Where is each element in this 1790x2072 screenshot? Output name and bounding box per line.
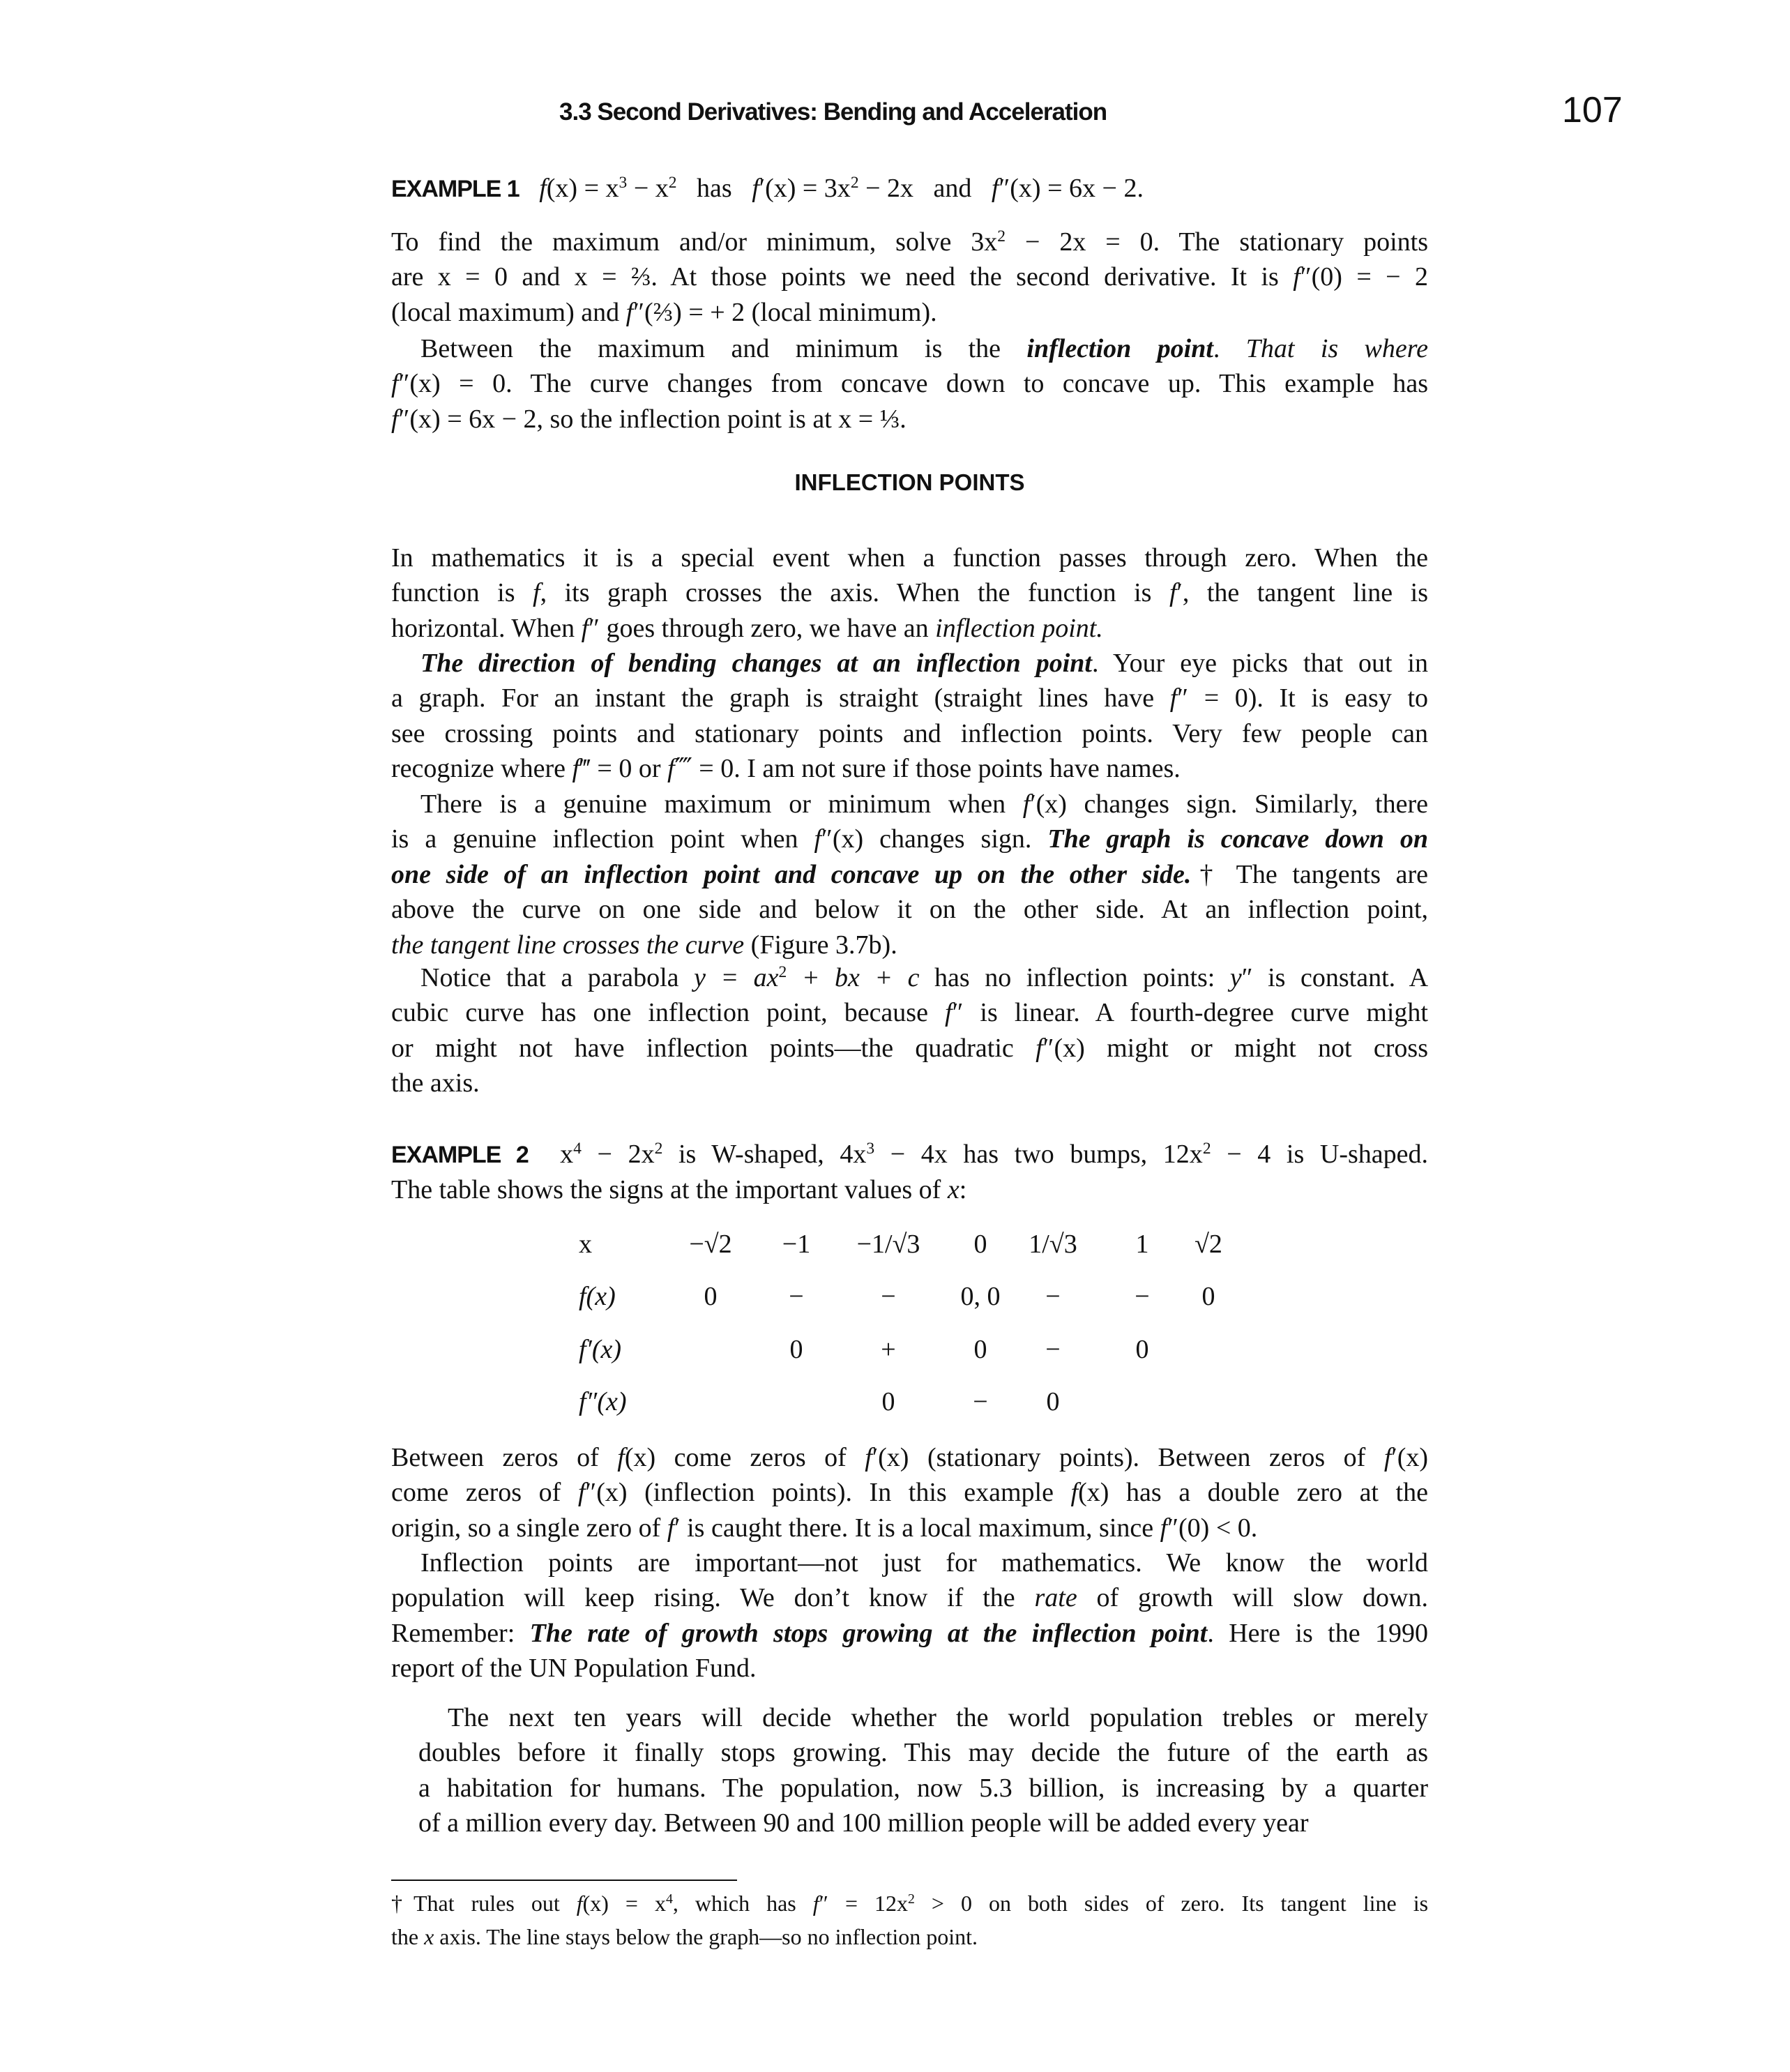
text-line [391, 611, 1428, 646]
text-run: ″(x) = 0. The curve changes from concave down to concave up. This example has [398, 369, 1428, 399]
emphasis-run: f [667, 1513, 675, 1543]
emphasis-run: f [533, 578, 540, 608]
emphasis-run: f [1036, 1033, 1043, 1063]
emphasis-run: the tangent line crosses the curve [391, 930, 745, 960]
text-run: − 4 is U-shaped. [1211, 1140, 1428, 1169]
table-column-header: 0 [973, 1230, 987, 1259]
emphasis-run: y = ax [694, 963, 779, 992]
text-line [391, 225, 1428, 259]
text-run: − 2x = 0. The stationary points [1006, 227, 1428, 257]
superscript: 4 [665, 1891, 673, 1907]
text-line [391, 366, 1428, 401]
text-run: † The tangents are [1191, 859, 1429, 889]
emphasis-run: rate [1034, 1583, 1077, 1613]
emphasis-run: f [581, 613, 589, 643]
text-run: population will keep rising. We don’t know if the [391, 1583, 1035, 1613]
table-column-header: 1/√3 [1029, 1230, 1077, 1259]
text-line [391, 1475, 1428, 1510]
text-run: ‴ = 0 or [579, 754, 667, 784]
example-1 [391, 171, 1428, 206]
example-label: EXAMPLE 1 [391, 176, 519, 202]
text-line [391, 295, 1428, 330]
emphasis-run: x [424, 1924, 434, 1949]
emphasis-run: The rate of growth stops growing at the inflection point [529, 1618, 1208, 1648]
text-run: (x) = x [582, 1891, 666, 1916]
text-run: − 2x and [858, 174, 992, 203]
text-run: ′(x) changes sign. Similarly, there [1030, 789, 1429, 819]
superscript: 4 [573, 1140, 582, 1158]
table-column-header: √2 [1194, 1230, 1222, 1259]
emphasis-run: f [752, 174, 759, 203]
text-line [391, 1545, 1428, 1580]
page-number: 107 [1562, 90, 1623, 130]
table-cell: − [1045, 1282, 1061, 1311]
table-cell: 0 [1135, 1335, 1149, 1364]
emphasis-run: f [1070, 1478, 1079, 1508]
text-line [391, 857, 1428, 892]
superscript: 3 [866, 1140, 875, 1158]
emphasis-run: f [814, 824, 822, 854]
text-run: doubles before it finally stops growing. This may decide the future of the earth as [418, 1738, 1428, 1768]
table-cell: − [973, 1387, 988, 1416]
text-run: a graph. For an instant the graph is straight (straight lines have [391, 683, 1170, 713]
emphasis-run: f [945, 998, 953, 1028]
text-line [391, 259, 1428, 294]
emphasis-run: f [391, 369, 399, 399]
text-run: ′(x) (stationary points). Between zeros of [872, 1443, 1384, 1472]
text-line [418, 1700, 1428, 1735]
emphasis-run: f [391, 404, 399, 434]
text-run: (x) come zeros of [624, 1443, 865, 1472]
emphasis-run: The direction of bending changes at an inflection point [420, 649, 1092, 678]
table-row-label: x [579, 1230, 592, 1259]
text-line [391, 1886, 1428, 1920]
table-cell: 0 [881, 1387, 895, 1416]
text-run: or might not have inflection points—the quadratic [391, 1033, 1036, 1063]
text-line [391, 1031, 1428, 1066]
text-line [391, 1440, 1428, 1475]
text-run: ″ is constant. A [1241, 963, 1429, 992]
text-line [391, 331, 1428, 366]
emphasis-run: The graph is concave down on [1047, 824, 1428, 854]
text-run: horizontal. When [391, 613, 582, 643]
text-run: ″(x) might or might not cross [1042, 1033, 1428, 1063]
text-line [391, 751, 1428, 786]
text-run: The table shows the signs at the important values of [391, 1175, 948, 1205]
emphasis-run: f [577, 1478, 586, 1508]
text-run: has [676, 174, 752, 203]
emphasis-run: f [617, 1443, 625, 1472]
table-cell: − [881, 1282, 896, 1311]
paragraph-population [391, 1545, 1428, 1686]
paragraph-inflection-intro [391, 331, 1428, 437]
text-run: axis. The line stays below the graph—so no inflection point. [434, 1924, 978, 1949]
text-run: †That rules out [391, 1891, 577, 1916]
running-head: 3.3 Second Derivatives: Bending and Acceleration [559, 98, 1107, 126]
text-run: are x = 0 and x = ⅔. At those points we need the second derivative. It is [391, 262, 1294, 292]
emphasis-run: f [812, 1891, 819, 1916]
text-run: ′ is caught there. It is a local maximum, since [674, 1513, 1160, 1543]
text-run: origin, so a single zero of [391, 1513, 667, 1543]
text-line [391, 995, 1428, 1030]
text-run: In mathematics it is a special event when a function passes through zero. When the [391, 543, 1428, 573]
emphasis-run: f [1169, 578, 1177, 608]
text-run: a habitation for humans. The population, now 5.3 billion, is increasing by a quarter [418, 1773, 1428, 1803]
table-cell: 0 [789, 1335, 803, 1364]
table-cell: − [789, 1282, 804, 1311]
table-row-label: f′(x) [579, 1335, 622, 1364]
footnote-divider [391, 1880, 737, 1881]
table-column-header: −1/√3 [856, 1230, 920, 1259]
text-run: of growth will slow down. [1077, 1583, 1428, 1613]
table-column-header: −√2 [689, 1230, 732, 1259]
text-run: cubic curve has one inflection point, because [391, 998, 945, 1028]
table-cell: 0 [1046, 1387, 1060, 1416]
text-run: recognize where [391, 754, 572, 784]
text-run: ″(x) = 6x − 2. [999, 174, 1144, 203]
text-run: Inflection points are important—not just for mathematics. We know the world [420, 1548, 1428, 1578]
emphasis-run: That is where [1245, 334, 1429, 363]
example-2 [391, 1137, 1428, 1208]
text-line [391, 1172, 1428, 1207]
text-run: x [528, 1140, 574, 1169]
emphasis-run: x [947, 1175, 960, 1205]
emphasis-run: inflection point. [935, 613, 1103, 643]
superscript: 2 [778, 963, 787, 982]
text-run: The next ten years will decide whether the world population trebles or merely [448, 1703, 1428, 1732]
paragraph-zeros [391, 1440, 1428, 1545]
text-run: − x [627, 174, 669, 203]
emphasis-run: f [991, 174, 999, 203]
superscript: 2 [668, 174, 677, 192]
text-line [391, 1511, 1428, 1545]
table-column-header: 1 [1135, 1230, 1149, 1259]
text-run: . [1213, 334, 1246, 363]
table-column-header: −1 [782, 1230, 811, 1259]
text-run: ″(x) = 6x − 2, so the inflection point is at x = ⅓. [398, 404, 907, 434]
text-line [391, 681, 1428, 716]
text-line [391, 928, 1428, 962]
superscript: 2 [997, 227, 1006, 246]
emphasis-run: f [625, 297, 634, 327]
text-line [391, 171, 1428, 206]
paragraph-zero-crossing [391, 540, 1428, 646]
text-run: ″(x) changes sign. [821, 824, 1048, 854]
text-line [391, 1616, 1428, 1651]
text-line [418, 1806, 1428, 1840]
text-run: (x) = x [546, 174, 619, 203]
text-run: : [959, 1175, 967, 1205]
text-line [391, 960, 1428, 995]
table-cell: − [1135, 1282, 1150, 1311]
emphasis-run: f [1022, 789, 1031, 819]
table-row-label: f″(x) [579, 1387, 627, 1416]
superscript: 3 [619, 174, 628, 192]
emphasis-run: f [667, 754, 675, 784]
text-run: is W-shaped, 4x [662, 1140, 867, 1169]
table-cell: 0 [1201, 1282, 1215, 1311]
text-line [391, 575, 1428, 610]
text-run: − 2x [581, 1140, 655, 1169]
text-line [391, 822, 1428, 856]
text-line [391, 646, 1428, 681]
text-run: ″ is linear. A fourth-degree curve might [952, 998, 1428, 1028]
text-run: ′(x) = 3x [759, 174, 851, 203]
paragraph-stationary-points [391, 225, 1428, 330]
text-run: ″(x) (inflection points). In this example [585, 1478, 1071, 1508]
superscript: 2 [1202, 1140, 1211, 1158]
superscript: 2 [850, 174, 859, 192]
text-run: ″ = 12x [819, 1891, 908, 1916]
text-run: To find the maximum and/or minimum, solve 3x [391, 227, 998, 257]
text-run: the axis. [391, 1068, 480, 1098]
text-run: . Your eye picks that out in [1091, 649, 1428, 678]
text-run [519, 174, 540, 203]
text-line [391, 1137, 1428, 1172]
text-line [391, 402, 1428, 437]
emphasis-run: f [1160, 1513, 1168, 1543]
emphasis-run: f [1383, 1443, 1392, 1472]
paragraph-bending-direction [391, 646, 1428, 787]
text-run: report of the UN Population Fund. [391, 1654, 757, 1684]
block-quote-un-report [418, 1700, 1428, 1841]
text-run: Between the maximum and minimum is the [420, 334, 1027, 363]
emphasis-run: one side of an inflection point and concave up on the other side. [391, 859, 1192, 889]
emphasis-run: f [865, 1443, 872, 1472]
text-run: the [391, 1924, 425, 1949]
text-line [391, 1920, 1428, 1953]
section-heading: INFLECTION POINTS [794, 469, 1025, 495]
text-run: ′, the tangent line is [1176, 578, 1428, 608]
text-run: function is [391, 578, 533, 608]
text-run: ′(x) [1391, 1443, 1428, 1472]
superscript: 2 [654, 1140, 663, 1158]
footnote [391, 1886, 1428, 1953]
emphasis-run: f [576, 1891, 583, 1916]
text-run: Notice that a parabola [420, 963, 695, 992]
superscript: 2 [908, 1891, 915, 1907]
text-run: (x) has a double zero at the [1078, 1478, 1428, 1508]
table-cell: 0 [704, 1282, 718, 1311]
text-run: above the curve on one side and below it on the other side. At an inflection point, [391, 895, 1428, 925]
table-row-label: f(x) [579, 1282, 616, 1311]
example-label: EXAMPLE 2 [391, 1142, 529, 1168]
text-run: > 0 on both sides of zero. Its tangent line is [914, 1891, 1429, 1916]
text-run: , its graph crosses the axis. When the function is [540, 578, 1169, 608]
text-run: (Figure 3.7b). [744, 930, 897, 960]
emphasis-run: + bx + c [787, 963, 920, 992]
text-run: is a genuine inflection point when [391, 824, 814, 854]
table-cell: − [1045, 1335, 1061, 1364]
text-run: of a million every day. Between 90 and 100 million people will be added every year [418, 1808, 1309, 1838]
emphasis-run: f [1169, 683, 1178, 713]
table-cell: 0, 0 [960, 1282, 1001, 1311]
emphasis-run: inflection point [1026, 334, 1213, 363]
text-run: ⁗ = 0. I am not sure if those points have names. [674, 754, 1181, 784]
text-run: (local maximum) and [391, 297, 626, 327]
text-line [391, 716, 1428, 751]
text-run: come zeros of [391, 1478, 578, 1508]
text-run: ″(0) = − 2 [1300, 262, 1428, 292]
text-run: Remember: [391, 1618, 530, 1648]
text-run: . Here is the 1990 [1207, 1618, 1428, 1648]
text-line [391, 1580, 1428, 1615]
text-run: ″ goes through zero, we have an [589, 613, 936, 643]
text-line [391, 540, 1428, 575]
text-run: ″ = 0). It is easy to [1177, 683, 1428, 713]
paragraph-genuine-inflection [391, 787, 1428, 962]
text-run: see crossing points and stationary points and inflection points. Very few people can [391, 718, 1428, 748]
text-run: ″(0) < 0. [1167, 1513, 1258, 1543]
text-line [418, 1735, 1428, 1770]
text-run: − 4x has two bumps, 12x [874, 1140, 1203, 1169]
emphasis-run: f [539, 174, 547, 203]
text-line [391, 787, 1428, 822]
text-line [391, 892, 1428, 927]
emphasis-run: y [1229, 963, 1242, 992]
emphasis-run: f [1293, 262, 1300, 292]
text-line [391, 1651, 1428, 1686]
text-run: Between zeros of [391, 1443, 618, 1472]
text-line [418, 1771, 1428, 1806]
paragraph-parabola-cubic [391, 960, 1428, 1101]
text-run: , which has [672, 1891, 813, 1916]
text-run: ″(⅔) = + 2 (local minimum). [633, 297, 937, 327]
text-run: There is a genuine maximum or minimum when [420, 789, 1023, 819]
text-line [391, 1066, 1428, 1101]
table-cell: + [881, 1335, 896, 1364]
text-run: has no inflection points: [919, 963, 1230, 992]
table-cell: 0 [973, 1335, 987, 1364]
emphasis-run: f [572, 754, 580, 784]
